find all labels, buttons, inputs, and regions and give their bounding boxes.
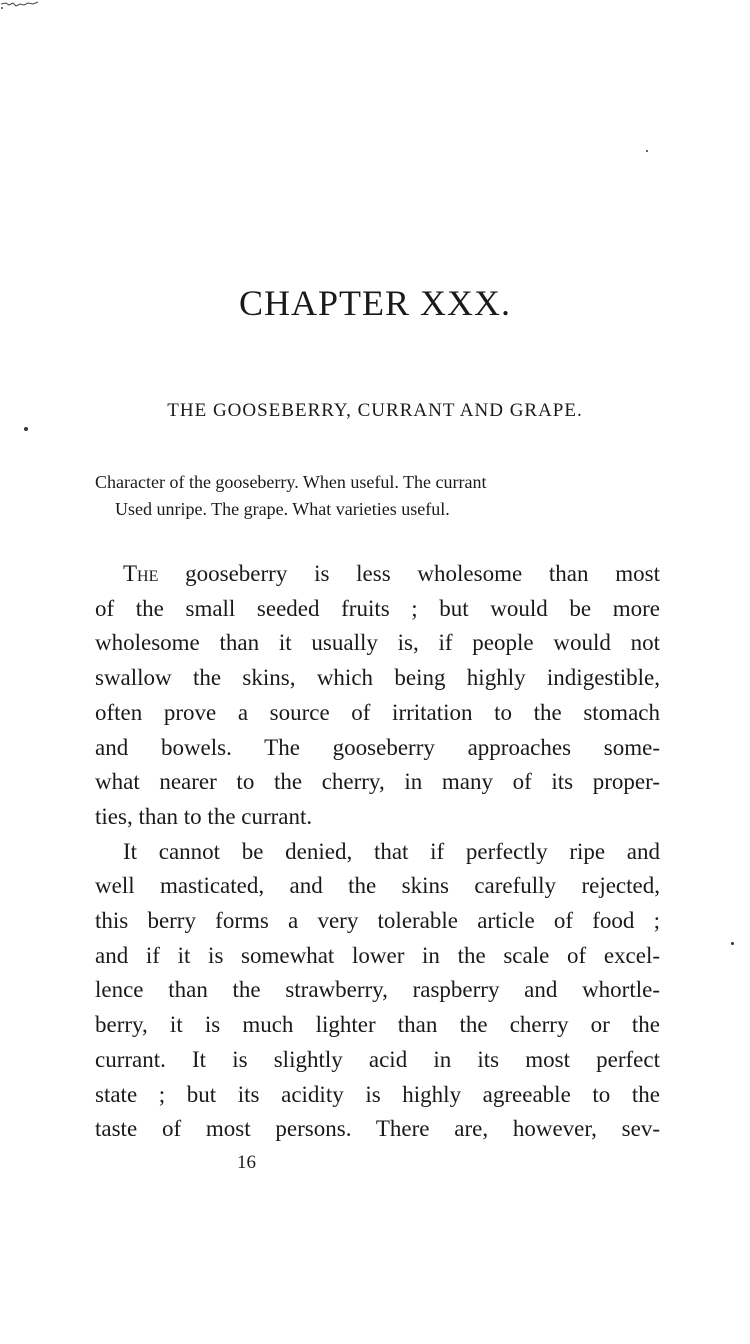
body-line: swallow the skins, which being highly indigestible,	[95, 665, 660, 691]
page-number: 16	[237, 1152, 256, 1173]
body-line: currant. It is slightly acid in its most perfect	[95, 1046, 660, 1072]
body-line: often prove a source of irritation to the stomach	[95, 699, 660, 725]
body-line: state ; but its acidity is highly agreeable to the	[95, 1081, 660, 1107]
chapter-subtitle: THE GOOSEBERRY, CURRANT AND GRAPE.	[167, 400, 583, 421]
body-line: lence than the strawberry, raspberry and whortle-	[95, 977, 660, 1003]
body-line: and bowels. The gooseberry approaches some-	[95, 734, 660, 760]
body-line: The gooseberry is less wholesome than most	[123, 561, 660, 586]
body-line: ties, than to the currant.	[95, 803, 313, 829]
synopsis-line: Character of the gooseberry. When useful. The currant	[95, 472, 487, 492]
ink-speck	[24, 427, 28, 431]
body-line: what nearer to the cherry, in many of its proper-	[95, 769, 660, 795]
body-line: and if it is somewhat lower in the scale of excel-	[95, 942, 660, 968]
body-line: wholesome than it usually is, if people would not	[95, 630, 660, 656]
synopsis-line: Used unripe. The grape. What varieties useful.	[115, 499, 450, 519]
chapter-synopsis	[95, 469, 655, 523]
body-line: this berry forms a very tolerable article of food ;	[95, 908, 660, 934]
body-line: well masticated, and the skins carefully rejected,	[95, 873, 660, 899]
lead-word: The	[123, 561, 159, 586]
chapter-title: CHAPTER XXX.	[238, 283, 511, 323]
body-line: taste of most persons. There are, however, sev-	[95, 1116, 660, 1142]
body-line: It cannot be denied, that if perfectly ripe and	[123, 838, 660, 864]
body-text	[95, 557, 660, 1147]
body-line: berry, it is much lighter than the cherry or the	[95, 1012, 660, 1038]
ink-speck	[646, 150, 648, 152]
body-line: of the small seeded fruits ; but would be more	[95, 595, 660, 621]
ink-speck	[731, 942, 734, 945]
ink-smudge-mark	[0, 0, 48, 12]
